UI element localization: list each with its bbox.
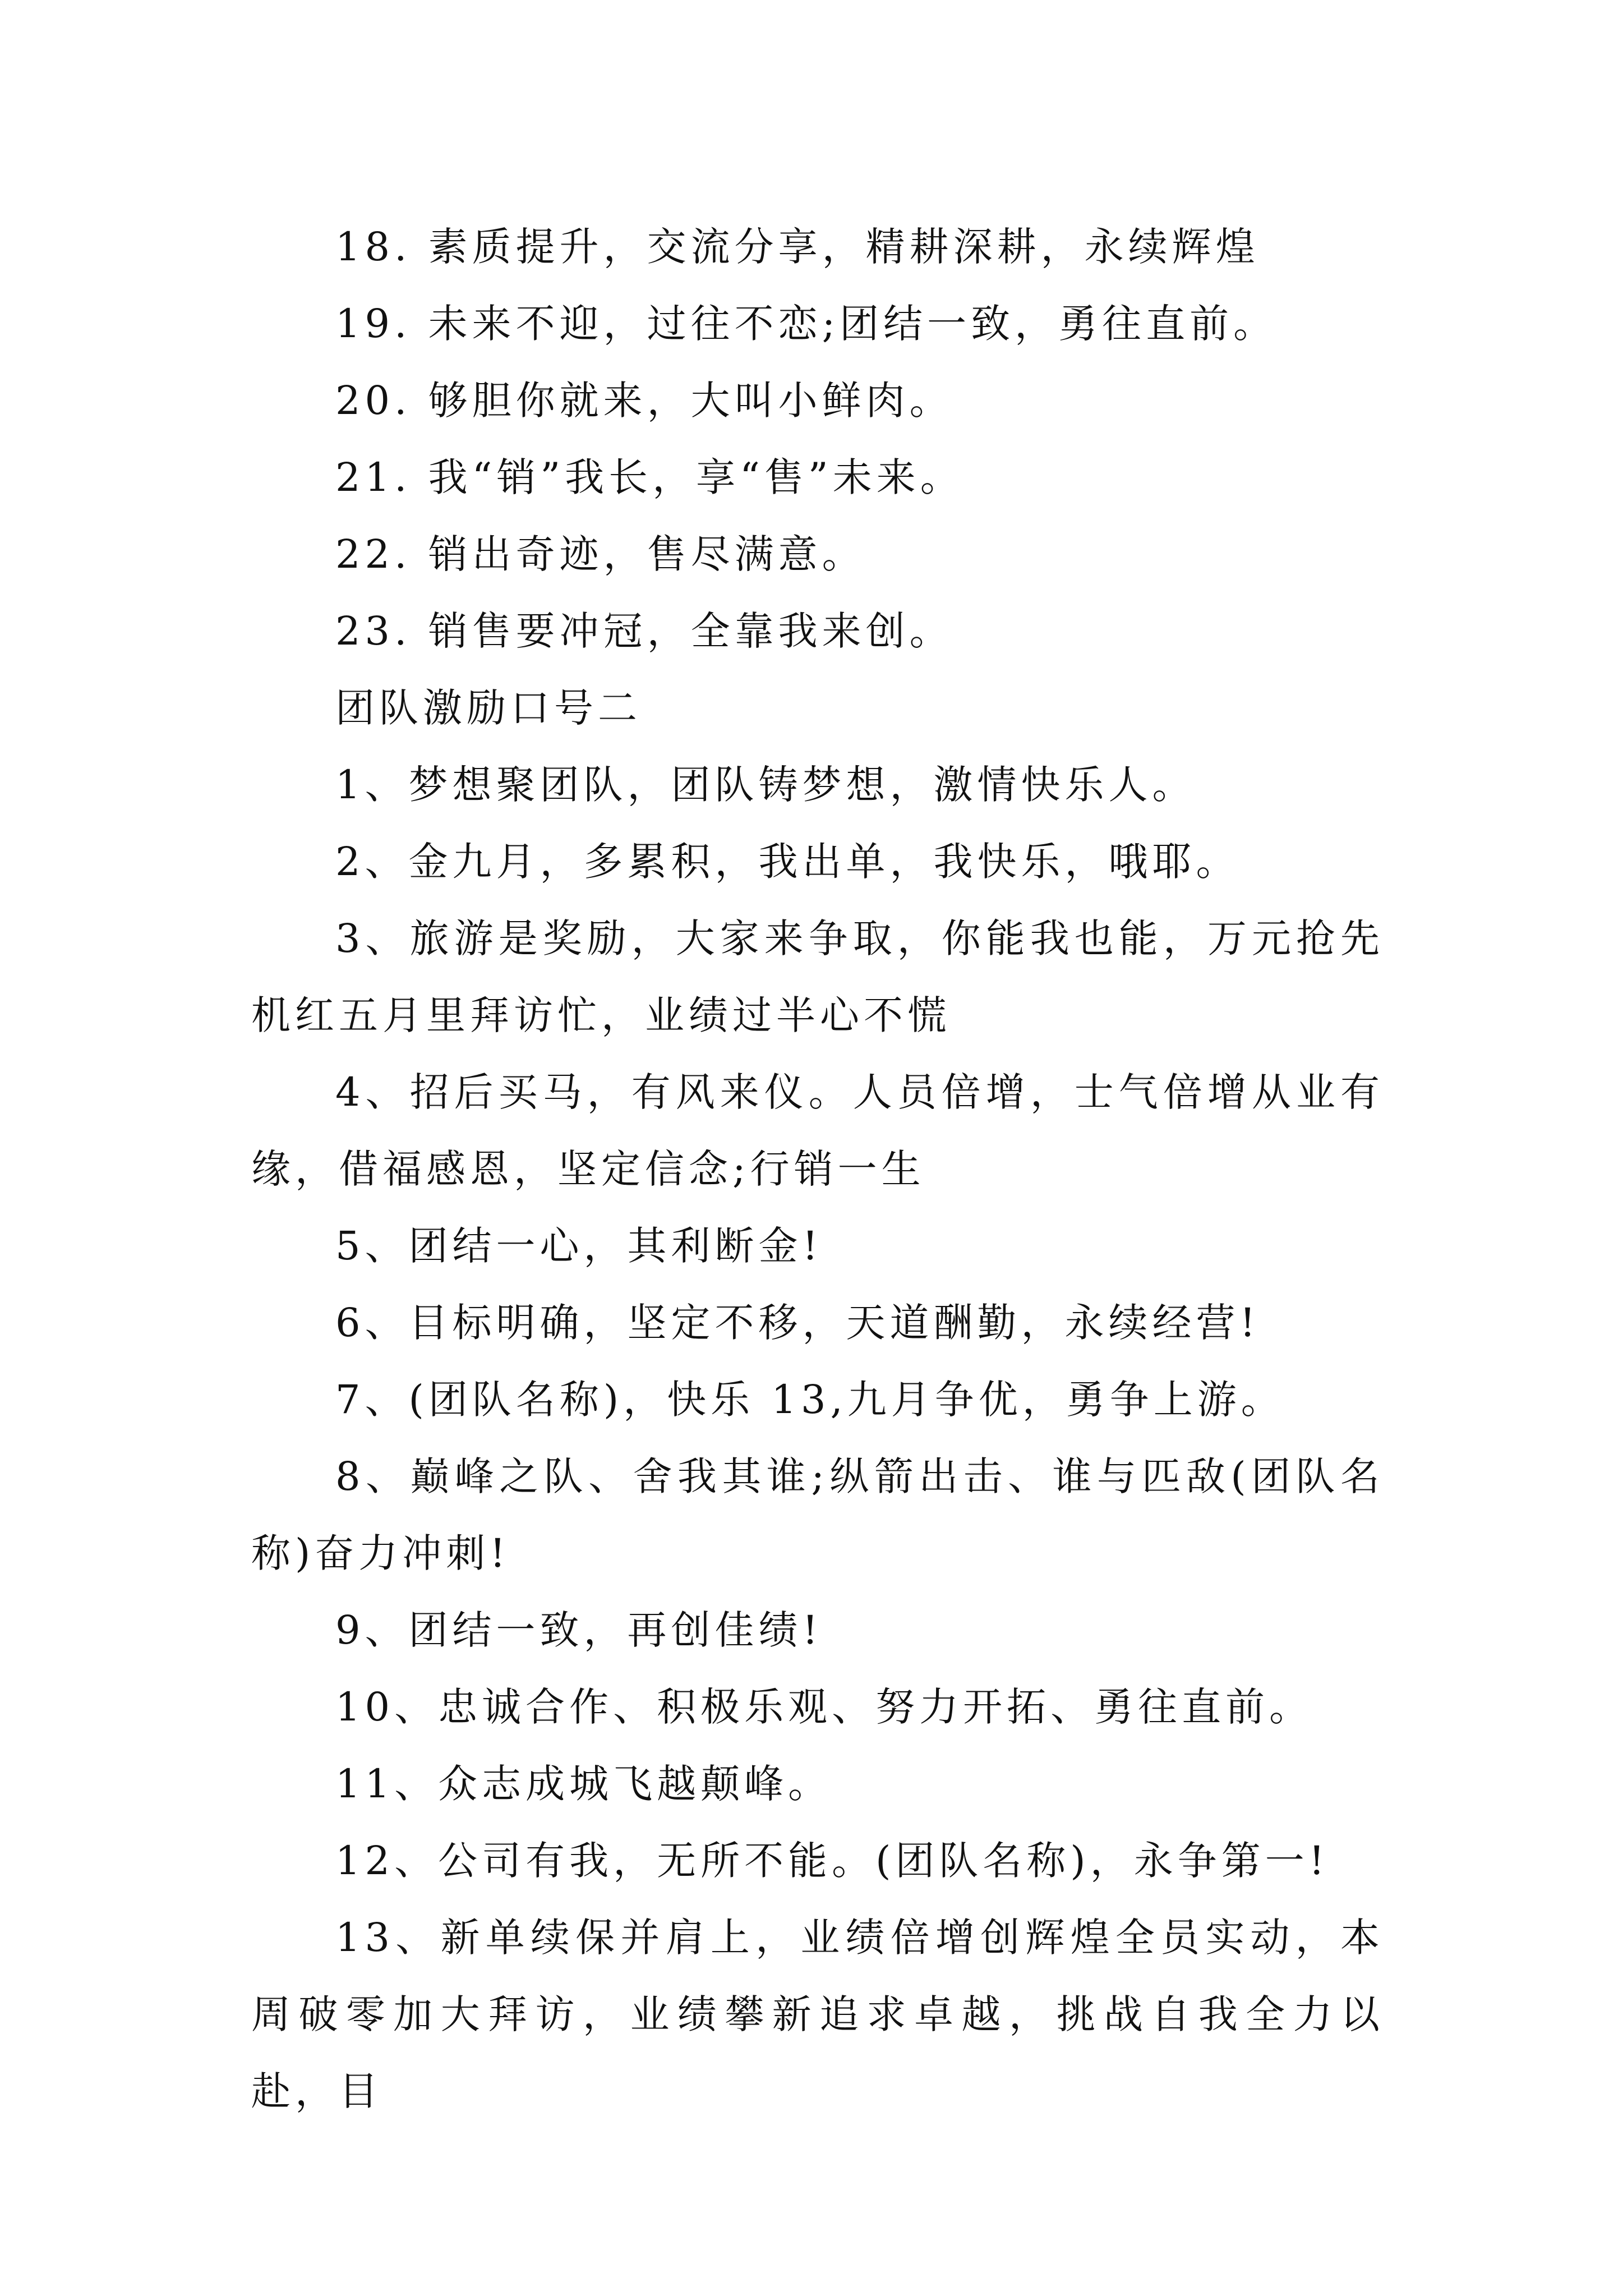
paragraph-item-12: 12、公司有我，无所不能。(团队名称)，永争第一! (335, 1838, 1329, 1884)
paragraph-item-10: 10、忠诚合作、积极乐观、努力开拓、勇往直前。 (335, 1684, 1313, 1730)
paragraph-item-7: 7、(团队名称)，快乐 13,九月争优，勇争上游。 (335, 1377, 1285, 1423)
paragraph-slogan-23: 23. 销售要冲冠，全靠我来创。 (335, 608, 953, 654)
paragraph-item-2: 2、金九月，多累积，我出单，我快乐，哦耶。 (335, 839, 1240, 885)
paragraph-item-6: 6、目标明确，坚定不移，天道酬勤，永续经营! (335, 1300, 1260, 1346)
paragraph-slogan-21: 21. 我“销”我长，享“售”未来。 (335, 454, 964, 500)
document-body (251, 209, 1384, 2130)
paragraph-item-11: 11、众志成城飞越颠峰。 (335, 1761, 832, 1807)
paragraph-slogan-18: 18. 素质提升，交流分享，精耕深耕，永续辉煌 (335, 224, 1260, 270)
paragraph-slogan-20: 20. 够胆你就来，大叫小鲜肉。 (335, 378, 953, 424)
section-heading: 团队激励口号二 (335, 685, 642, 731)
paragraph-item-9: 9、团结一致，再创佳绩! (335, 1607, 823, 1653)
paragraph-item-5: 5、团结一心，其利断金! (335, 1223, 823, 1269)
paragraph-slogan-22: 22. 销出奇迹，售尽满意。 (335, 531, 866, 577)
paragraph-item-3: 3、旅游是奖励，大家来争取，你能我也能，万元抢先机红五月里拜访忙，业绩过半心不慌 (251, 915, 1384, 1038)
paragraph-item-13: 13、新单续保并肩上，业绩倍增创辉煌全员实动，本周破零加大拜访，业绩攀新追求卓越，挑战自我全力以赴，目 (251, 1915, 1384, 2114)
paragraph-slogan-19: 19. 未来不迎，过往不恋;团结一致，勇往直前。 (335, 301, 1278, 347)
paragraph-item-1: 1、梦想聚团队，团队铸梦想，激情快乐人。 (335, 762, 1196, 808)
paragraph-item-4: 4、招后买马，有风来仪。人员倍增，士气倍增从业有缘，借福感恩，坚定信念;行销一生 (251, 1069, 1384, 1192)
paragraph-item-8: 8、巅峰之队、舍我其谁;纵箭出击、谁与匹敌(团队名称)奋力冲刺! (251, 1453, 1384, 1576)
